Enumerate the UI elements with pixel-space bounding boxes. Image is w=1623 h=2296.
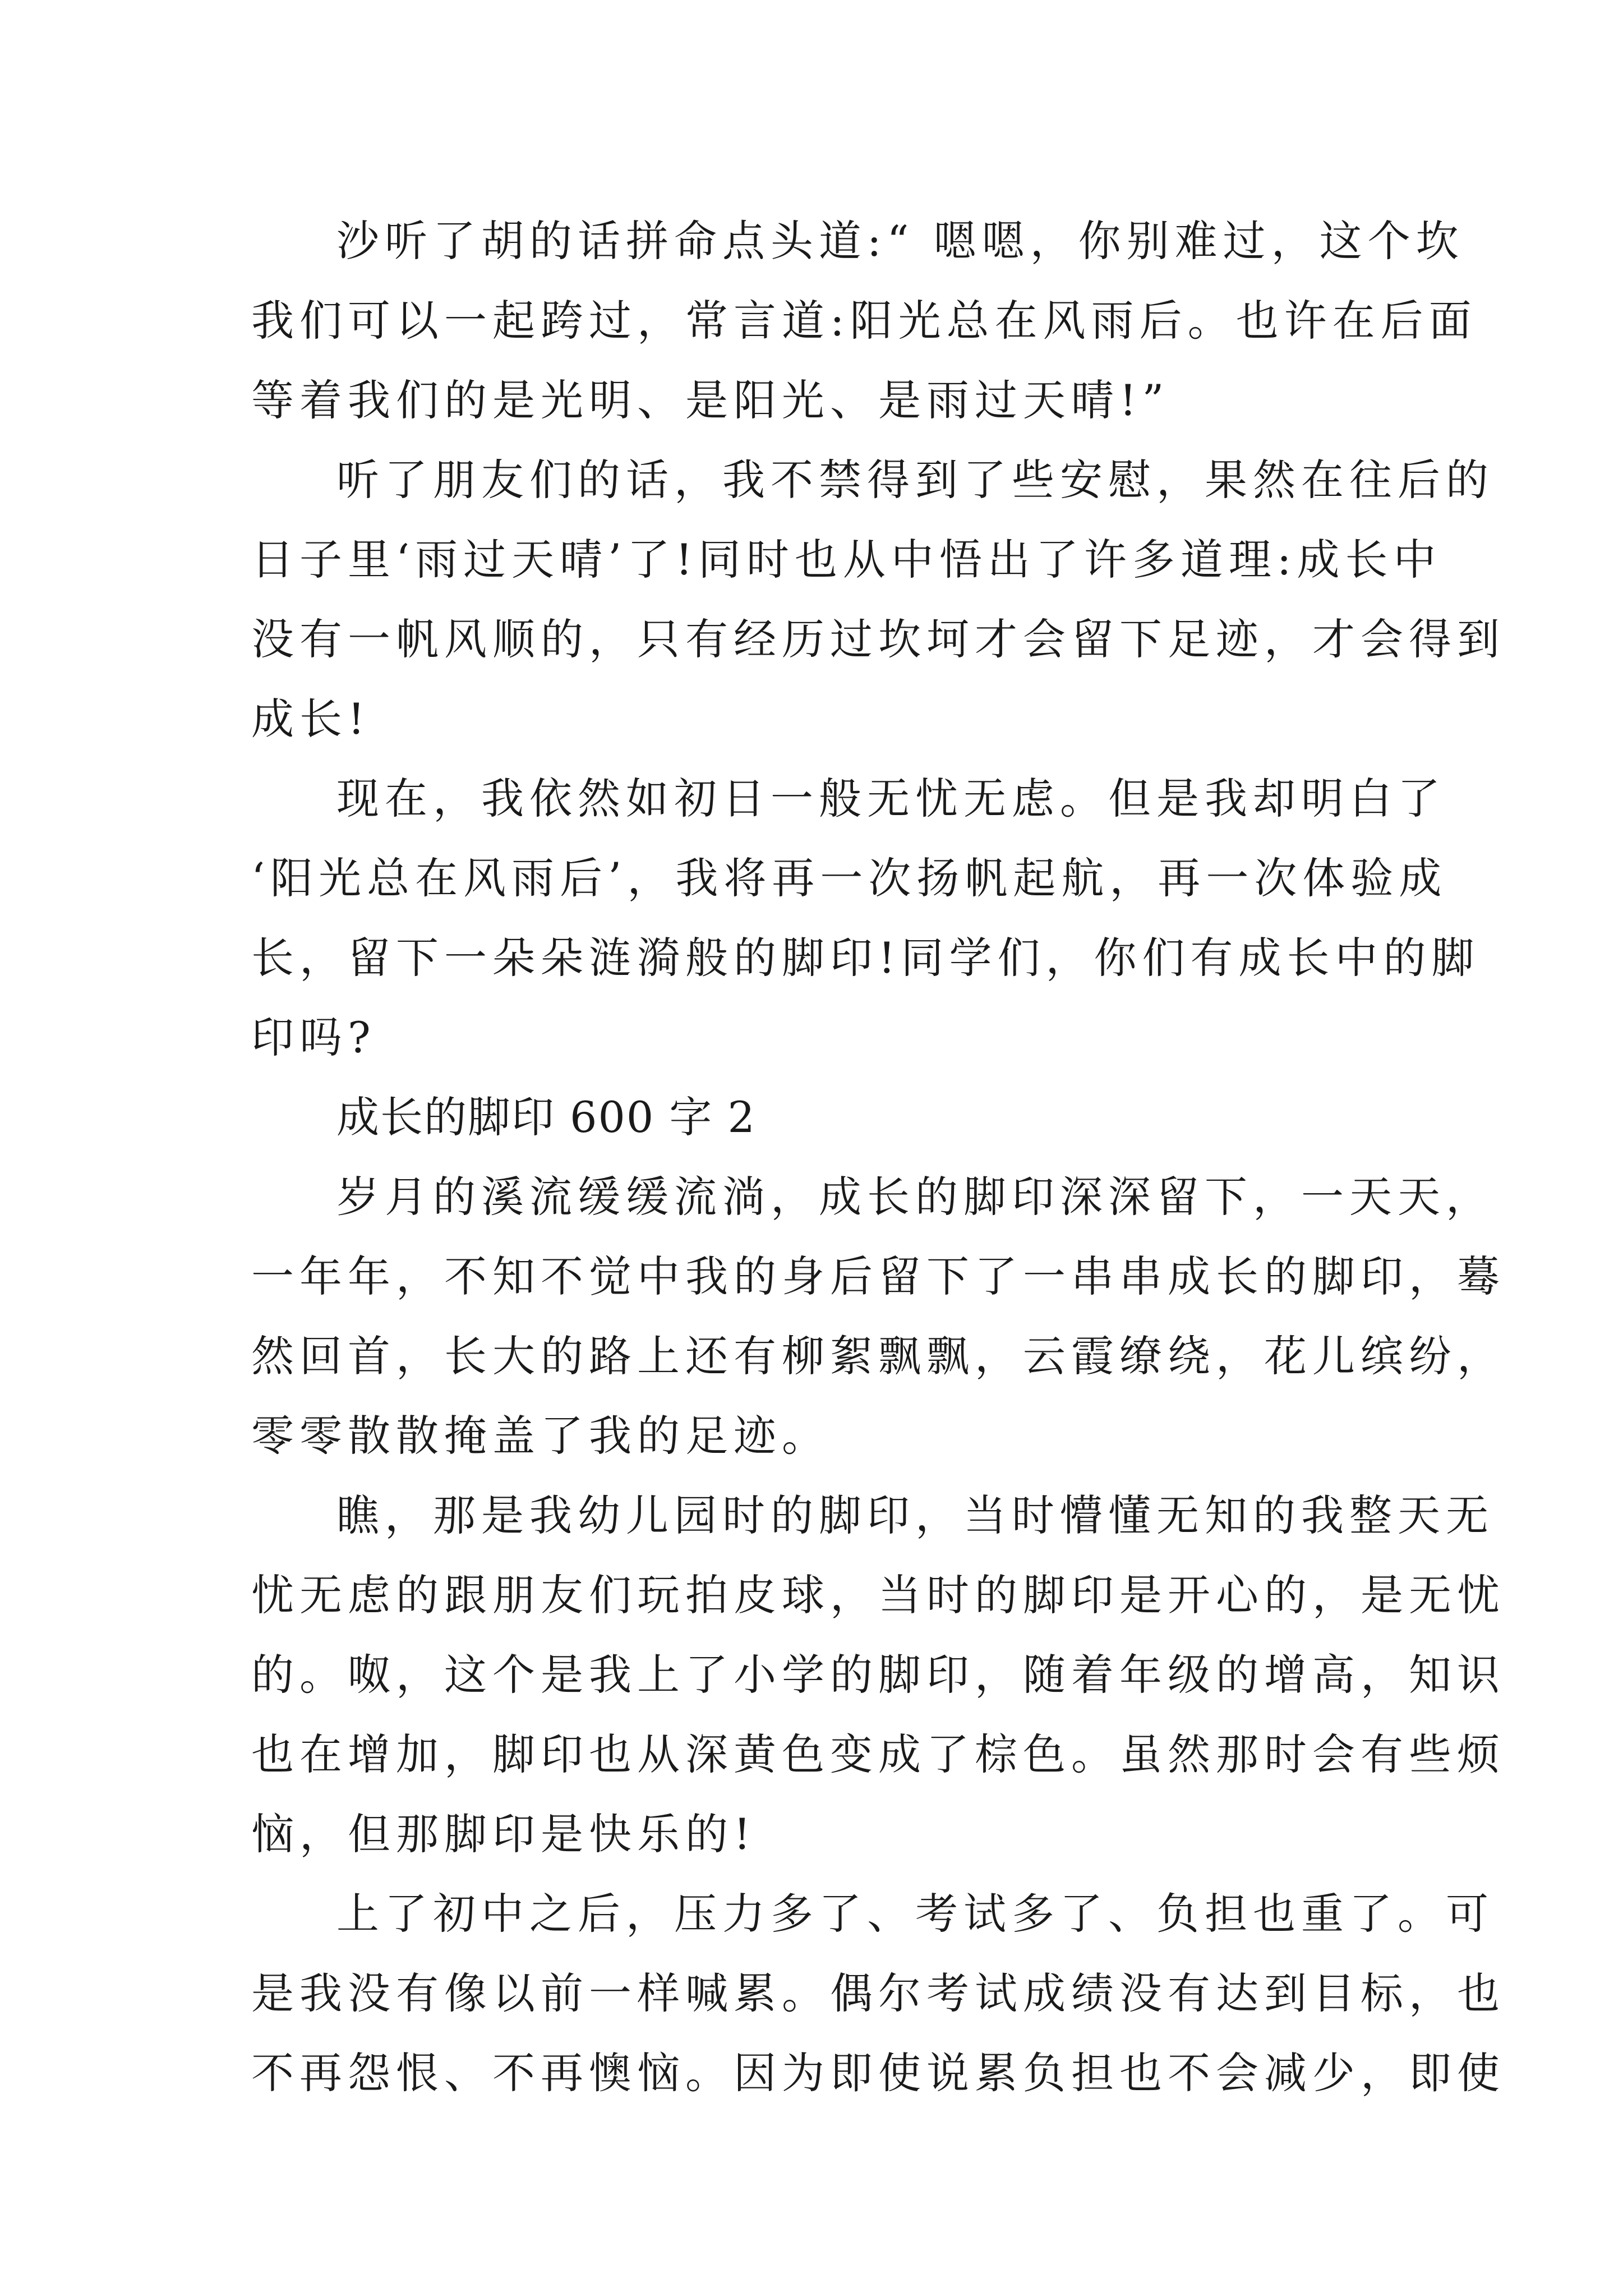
- text-line: 上了初中之后，压力多了、考试多了、负担也重了。可: [336, 1889, 1494, 1939]
- text-line: 忧无虑的跟朋友们玩拍皮球，当时的脚印是开心的，是无忧: [251, 1570, 1505, 1620]
- text-line: 不再怨恨、不再懊恼。因为即使说累负担也不会减少，即使: [251, 2048, 1505, 2098]
- text-line: 我们可以一起跨过，常言道:阳光总在风雨后。也许在后面: [251, 296, 1477, 346]
- text-line: 没有一帆风顺的，只有经历过坎坷才会留下足迹，才会得到: [251, 614, 1505, 664]
- text-line: 然回首，长大的路上还有柳絮飘飘，云霞缭绕，花儿缤纷，: [251, 1331, 1505, 1381]
- text-line: 的。呶，这个是我上了小学的脚印，随着年级的增高，知识: [251, 1650, 1505, 1700]
- text-line: 也在增加，脚印也从深黄色变成了棕色。虽然那时会有些烦: [251, 1729, 1505, 1779]
- section-heading: 成长的脚印 600 字 2: [336, 1092, 756, 1142]
- text-line: 长，留下一朵朵涟漪般的脚印!同学们，你们有成长中的脚: [251, 933, 1480, 983]
- text-line: 一年年，不知不觉中我的身后留下了一串串成长的脚印，蓦: [251, 1251, 1505, 1301]
- text-line: 岁月的溪流缓缓流淌，成长的脚印深深留下，一天天，: [336, 1172, 1494, 1222]
- text-line: 成长!: [251, 694, 371, 744]
- text-line: 沙听了胡的话拼命点头道:“ 嗯嗯，你别难过，这个坎: [336, 216, 1464, 266]
- text-line: 等着我们的是光明、是阳光、是雨过天晴!”: [251, 375, 1170, 425]
- text-line: 印吗?: [251, 1013, 376, 1062]
- text-line: 恼，但那脚印是快乐的!: [251, 1809, 757, 1859]
- text-line: ‘阳光总在风雨后’，我将再一次扬帆起航，再一次体验成: [251, 853, 1447, 903]
- text-line: 零零散散掩盖了我的足迹。: [251, 1411, 830, 1461]
- text-line: 是我没有像以前一样喊累。偶尔考试成绩没有达到目标，也: [251, 1968, 1505, 2018]
- text-line: 日子里‘雨过天晴’了!同时也从中悟出了许多道理:成长中: [251, 535, 1442, 585]
- text-line: 瞧，那是我幼儿园时的脚印，当时懵懂无知的我整天无: [336, 1490, 1494, 1540]
- text-line: 现在，我依然如初日一般无忧无虑。但是我却明白了: [336, 774, 1446, 823]
- text-line: 听了朋友们的话，我不禁得到了些安慰，果然在往后的: [336, 455, 1494, 505]
